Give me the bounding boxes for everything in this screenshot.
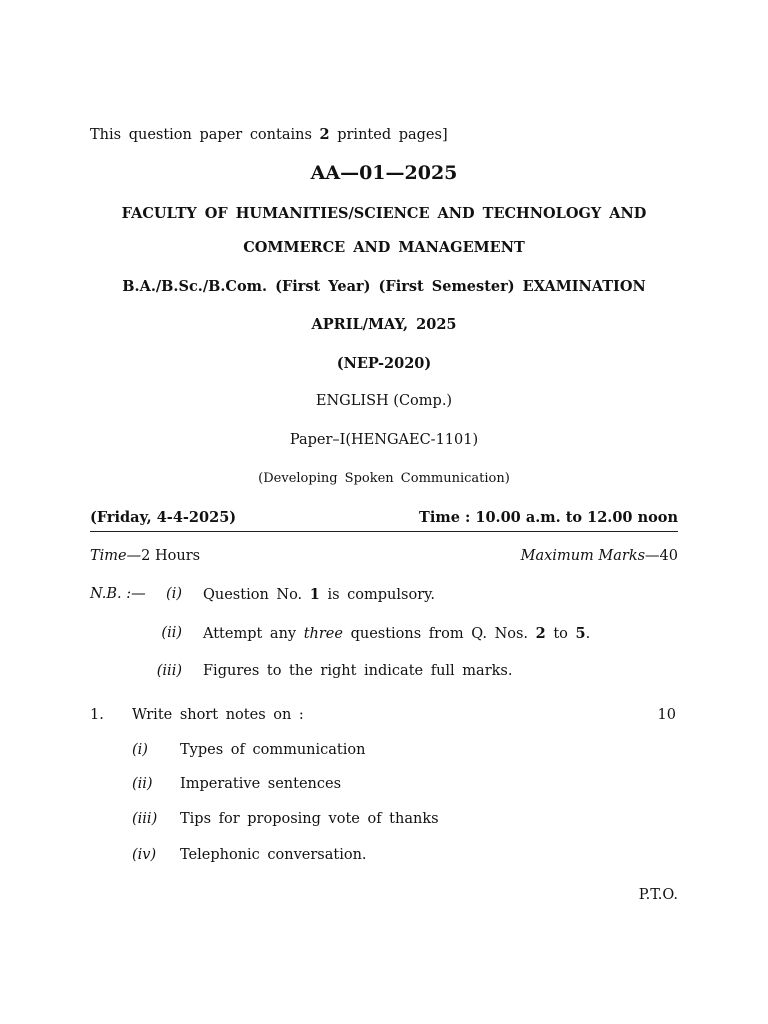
faculty-line-2: COMMERCE AND MANAGEMENT [243, 239, 525, 256]
pto-note: P.T.O. [638, 887, 678, 903]
exam-session: APRIL/MAY, 2025 [311, 316, 457, 333]
nb-item-text: Question No. 1 is compulsory. [203, 586, 436, 603]
question-text: Write short notes on : [132, 707, 304, 723]
nb-item-number: (iii) [156, 663, 182, 679]
header-rule [90, 531, 678, 532]
subject: ENGLISH (Comp.) [315, 393, 453, 409]
nb-label: N.B. :— [90, 586, 146, 602]
nb-item-number: (i) [166, 586, 182, 602]
pages-count: 2 [319, 126, 330, 143]
subitem-number: (i) [132, 742, 148, 758]
nb-item-number: (ii) [161, 625, 182, 641]
pages-note-suffix: printed pages] [337, 127, 448, 143]
max-marks-value: —40 [645, 548, 678, 564]
subitem-number: (iv) [132, 847, 157, 863]
paper-code: AA—01—2025 [310, 162, 458, 184]
exam-time: Time : 10.00 a.m. to 12.00 noon [419, 509, 678, 526]
exam-date: (Friday, 4-4-2025) [90, 509, 237, 526]
subitem-text: Types of communication [180, 742, 366, 758]
question-number: 1. [90, 707, 104, 723]
paper-number: Paper–I(HENGAEC-1101) [289, 432, 479, 448]
subitem-text: Tips for proposing vote of thanks [180, 811, 439, 827]
question-marks: 10 [657, 707, 676, 723]
max-marks [521, 548, 678, 564]
pages-note [90, 126, 448, 143]
subitem-text: Imperative sentences [180, 776, 342, 792]
faculty-line-1: FACULTY OF HUMANITIES/SCIENCE AND TECHNOLOGY AND [121, 205, 647, 222]
subitem-number: (iii) [132, 811, 158, 827]
pages-note-prefix: This question paper contains [90, 127, 312, 143]
duration [90, 548, 200, 564]
subitem-number: (ii) [132, 776, 153, 792]
max-marks-label: Maximum Marks [520, 548, 646, 564]
duration-value: —2 Hours [126, 548, 201, 564]
nb-item-text: Figures to the right indicate full marks. [203, 663, 513, 679]
exam-scheme: (NEP-2020) [336, 355, 432, 372]
subitem-text: Telephonic conversation. [180, 847, 367, 863]
exam-title: B.A./B.Sc./B.Com. (First Year) (First Semester) EXAMINATION [122, 278, 646, 295]
course-title: (Developing Spoken Communication) [258, 471, 510, 486]
nb-item-text: Attempt any three questions from Q. Nos. 2 to 5. [203, 625, 591, 642]
duration-label: Time [90, 548, 127, 564]
